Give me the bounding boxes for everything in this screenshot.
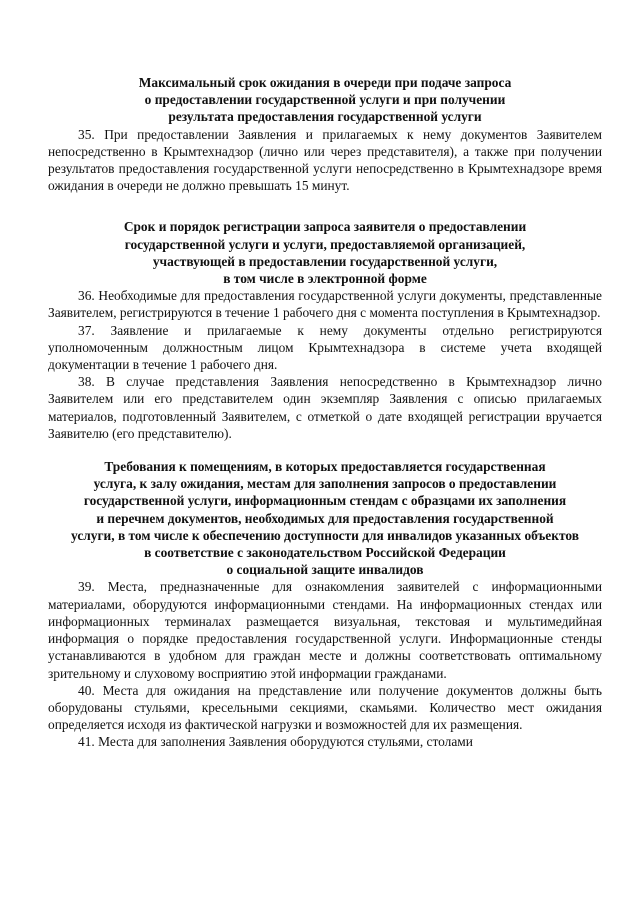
- section-heading-premises: [48, 458, 602, 578]
- section-heading-registration: [48, 218, 602, 287]
- heading-line: участвующей в предоставлении государственной услуги,: [152, 253, 498, 269]
- paragraph-36: 36. Необходимые для предоставления государственной услуги документы, представленные Заявителем, регистрируются в течение 1 рабочего дня с момента поступления в Крымтехнадзор.: [48, 288, 602, 321]
- paragraph-39: 39. Места, предназначенные для ознакомления заявителей с информационными материалами, оборудуются информационными стендами. На информационных стендах или информационных терминалах размещается визуальная, текстовая и мультимедийная информация о порядке предоставления государственной услуги. Информационные стенды устанавливаются в удобном для граждан месте и должны соответствовать оптимальному зрительному и слуховому восприятию этой информации гражданами.: [48, 579, 602, 681]
- paragraph-35: 35. При предоставлении Заявления и прилагаемых к нему документов Заявителем непосредственно в Крымтехнадзор (лично или через представителя), а также при получении результатов предоставления государственной услуги непосредственно в Крымтехнадзоре время ожидания в очереди не должно превышать 15 минут.: [48, 126, 602, 194]
- heading-line: о предоставлении государственной услуги и при получении: [144, 92, 506, 108]
- heading-line: Требования к помещениям, в которых предоставляется государственная: [104, 459, 546, 475]
- section-heading-waiting-time: [48, 74, 602, 126]
- paragraph-38: 38. В случае представления Заявления непосредственно в Крымтехнадзор лично Заявителем или его представителем один экземпляр Заявления с описью прилагаемых материалов, подготовленный Заявителем, с отметкой о дате входящей регистрации вручается Заявителю (его представителю).: [48, 374, 602, 441]
- heading-line: государственной услуги и услуги, предоставляемой организацией,: [124, 236, 526, 252]
- paragraph-41: 41. Места для заполнения Заявления оборудуются стульями, столами: [78, 734, 473, 750]
- heading-line: и перечнем документов, необходимых для предоставления государственной: [96, 510, 554, 526]
- heading-line: о социальной защите инвалидов: [226, 562, 424, 578]
- heading-line: Максимальный срок ожидания в очереди при подаче запроса: [138, 75, 512, 90]
- heading-line: Срок и порядок регистрации запроса заявителя о предоставлении: [123, 219, 527, 235]
- paragraph-40: 40. Места для ожидания на представление или получение документов должны быть оборудованы стульями, кресельными секциями, скамьями. Количество мест ожидания определяется исходя из фактической нагрузки и возможностей для их размещения.: [48, 682, 602, 733]
- heading-line: услуги, в том числе к обеспечению доступности для инвалидов указанных объектов: [71, 527, 579, 543]
- paragraph-37: 37. Заявление и прилагаемые к нему документы отдельно регистрируются уполномоченным должностным лицом Крымтехнадзора в системе учета входящей документации в течение 1 рабочего дня.: [48, 322, 602, 373]
- heading-line: услуга, к залу ожидания, местам для заполнения запросов о предоставлении: [93, 476, 557, 492]
- heading-line: результата предоставления государственной услуги: [168, 109, 482, 125]
- heading-line: в том числе в электронной форме: [223, 271, 427, 287]
- heading-line: государственной услуги, информационным стендам с образцами их заполнения: [83, 493, 567, 509]
- heading-line: в соответствие с законодательством Российской Федерации: [144, 545, 506, 561]
